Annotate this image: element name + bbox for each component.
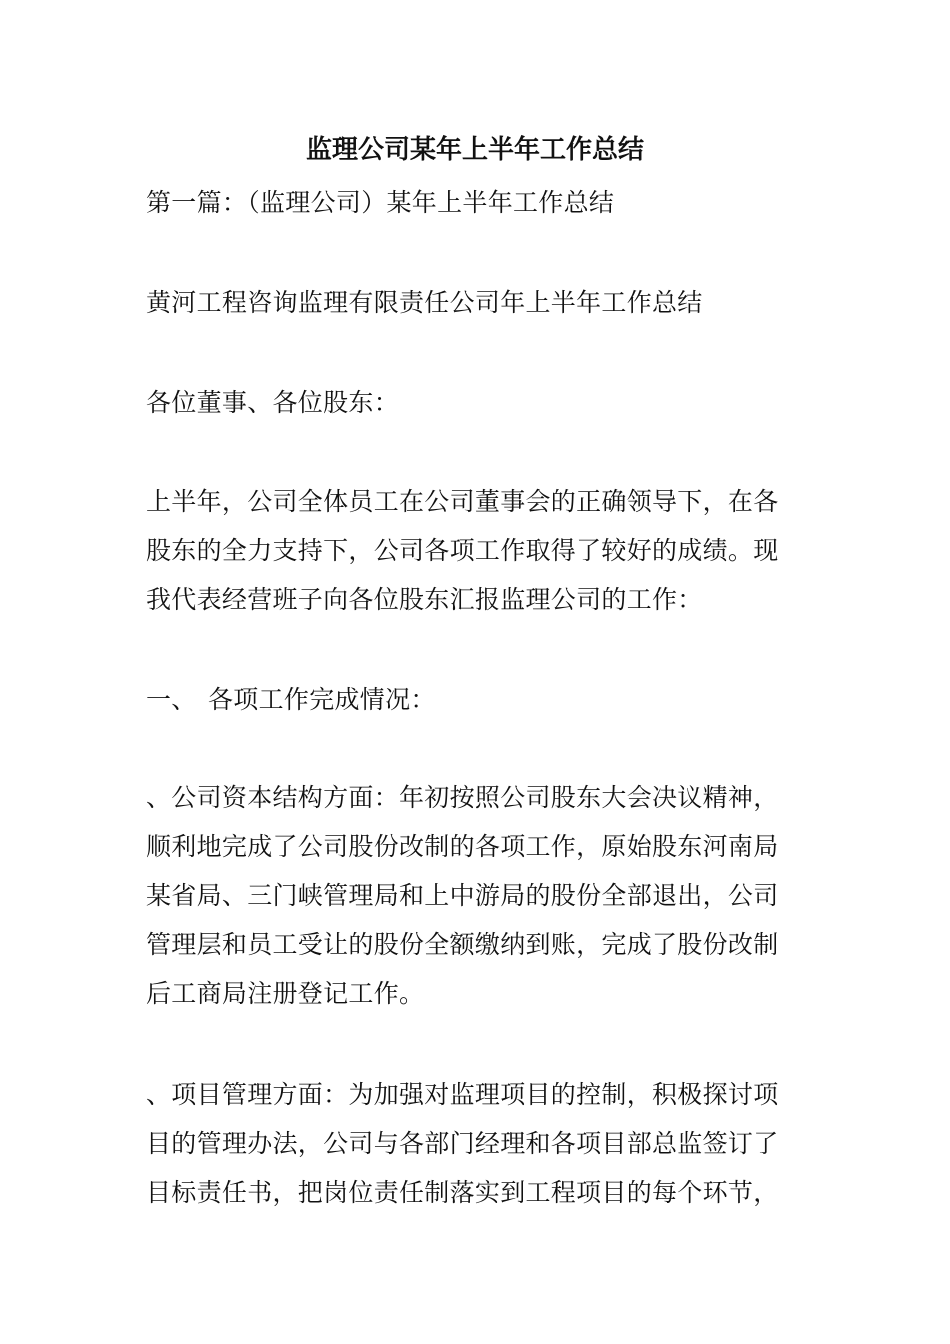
paragraph-line: 股东的全力支持下，公司各项工作取得了较好的成绩。现 — [146, 536, 779, 565]
company-heading: 黄河工程咨询监理有限责任公司年上半年工作总结 — [146, 288, 703, 317]
item-paragraph-capital — [146, 773, 808, 1018]
paragraph-line: 目标责任书，把岗位责任制落实到工程项目的每个环节， — [146, 1178, 779, 1207]
salutation: 各位董事、各位股东： — [146, 388, 400, 417]
paragraph-line: 管理层和员工受让的股份全额缴纳到账，完成了股份改制 — [146, 930, 779, 959]
item-paragraph-project — [146, 1070, 808, 1217]
chapter-heading: 第一篇：（监理公司）某年上半年工作总结 — [146, 188, 615, 217]
intro-paragraph — [146, 477, 808, 624]
paragraph-line: 顺利地完成了公司股份改制的各项工作，原始股东河南局 — [146, 832, 779, 861]
paragraph-line: 目的管理办法，公司与各部门经理和各项目部总监签订了 — [146, 1129, 779, 1158]
paragraph-line: 上半年，公司全体员工在公司董事会的正确领导下，在各 — [146, 487, 779, 516]
section-heading — [146, 675, 808, 724]
section-label: 各项工作完成情况： — [208, 685, 436, 714]
paragraph-line: 我代表经营班子向各位股东汇报监理公司的工作： — [146, 585, 703, 614]
document-title: 监理公司某年上半年工作总结 — [305, 135, 644, 165]
paragraph-line: 、公司资本结构方面：年初按照公司股东大会决议精神， — [146, 783, 779, 812]
paragraph-line: 后工商局注册登记工作。 — [146, 979, 425, 1008]
paragraph-line: 某省局、三门峡管理局和上中游局的股份全部退出，公司 — [146, 881, 779, 910]
section-number: 一、 — [146, 685, 197, 714]
paragraph-line: 、项目管理方面：为加强对监理项目的控制，积极探讨项 — [146, 1080, 779, 1109]
